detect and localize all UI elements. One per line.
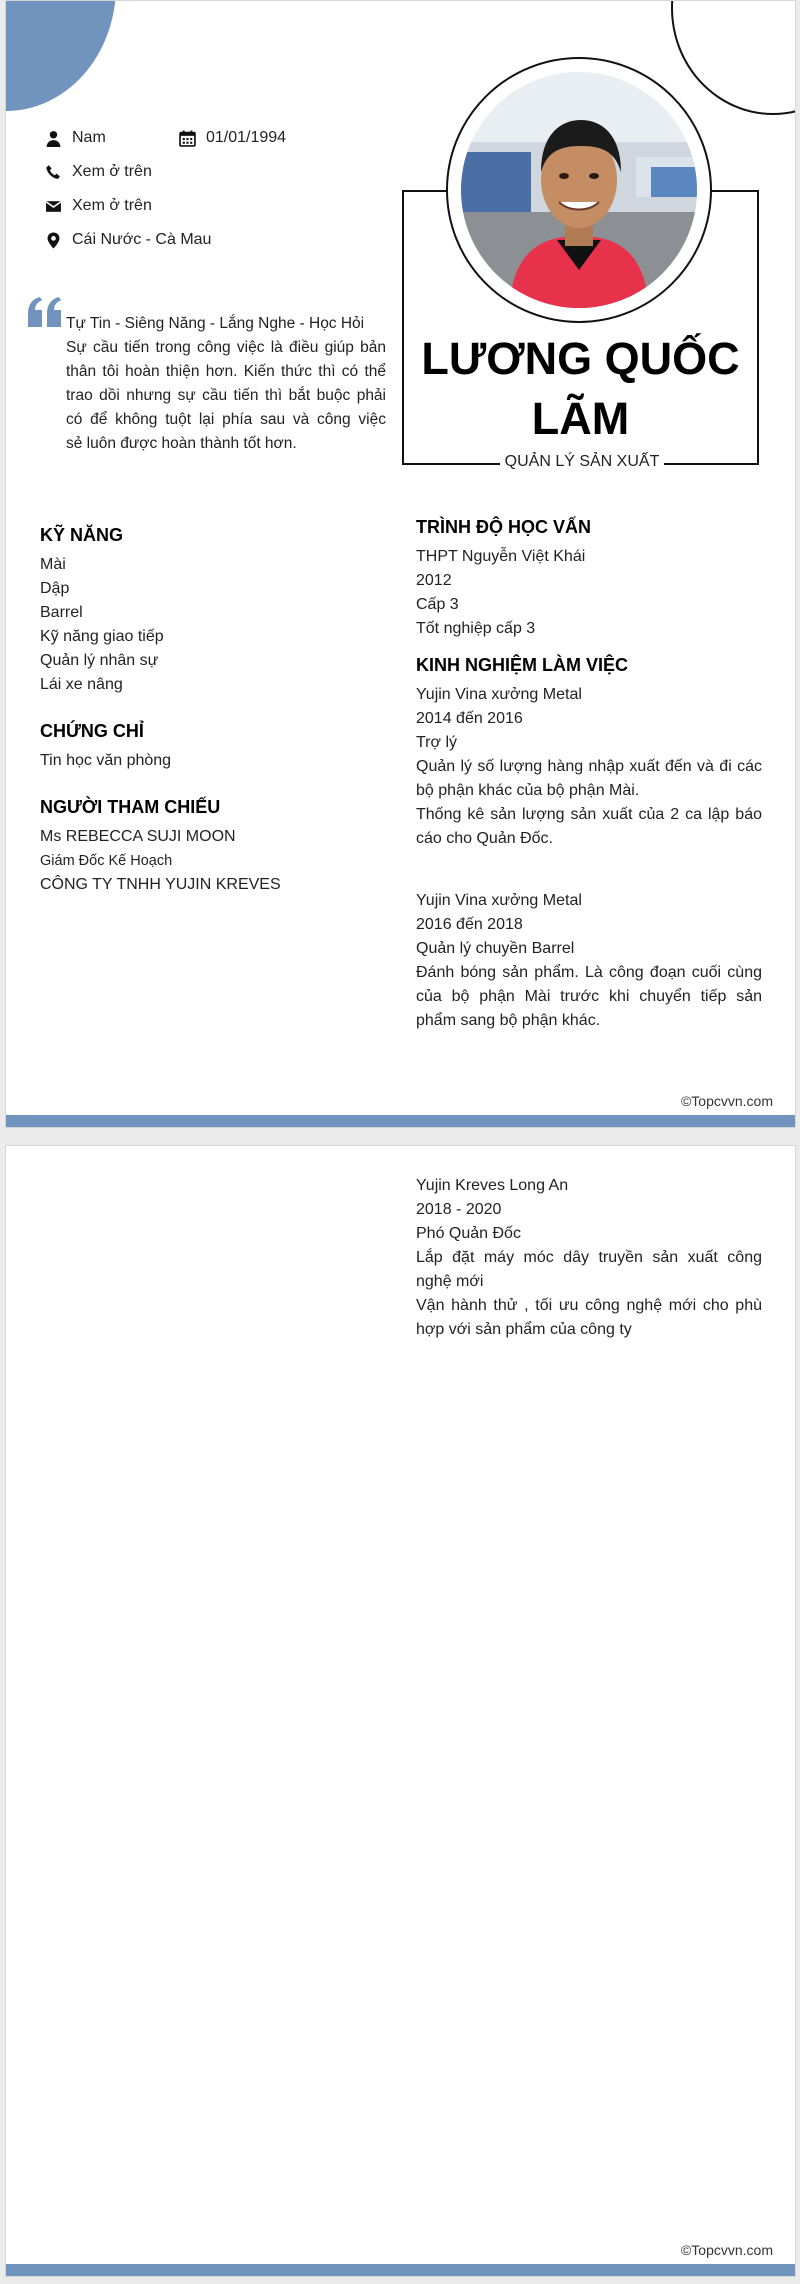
job-description-line: nghệ mới [416,1273,484,1290]
job-company: Yujin Vina xưởng Metal [416,892,582,909]
job-description-line: cáo cho Quản Đốc. [416,830,553,847]
reference-position: Giám Đốc Kế Hoạch [40,853,173,869]
phone-icon [44,163,62,181]
email-text: Xem ở trên [72,197,152,214]
job-role: Trợ lý [416,734,457,751]
objective-line: trao dồi nhưng sự cầu tiến thì bắt buộc phải [66,387,386,404]
avatar [461,72,697,308]
job-description-line: Vận hành thử , tối ưu công nghệ mới cho phù [416,1297,762,1314]
cv-page-2 [5,1145,796,2277]
email-icon [44,197,62,215]
objective-line: thân tôi hoàn thiện hơn. Kiến thức thì có thể [66,363,386,380]
objective-line: Tự Tin - Siêng Năng - Lắng Nghe - Học Hỏi [66,315,365,332]
copyright: ©Topcvvn.com [680,1093,773,1109]
objective-line: có để không tuột lại phía sau và công việc [66,411,386,428]
job-company: Yujin Vina xưởng Metal [416,686,582,703]
job-title: QUẢN LÝ SẢN XUẤT [500,453,664,471]
decorative-blob [5,0,116,111]
objective-line: Sự cầu tiến trong công việc là điều giúp bản [66,339,386,356]
education-year: 2012 [416,572,452,589]
address-row [44,231,211,249]
objective-line: sẻ luôn được hoàn thành tốt hơn. [66,435,297,452]
job-description-line: hợp với sản phẩm của công ty [416,1321,632,1338]
references-title: NGƯỜI THAM CHIẾU [40,797,221,817]
job-description-line: bộ phận khác của bộ phận Mài. [416,782,640,799]
skill-item: Barrel [40,604,83,621]
skills-title: KỸ NĂNG [40,525,124,545]
education-school: THPT Nguyễn Việt Khái [416,548,586,565]
job-role: Quản lý chuyền Barrel [416,940,575,957]
footer-bar [6,1115,795,1127]
calendar-icon [178,129,196,147]
job-description-line: phẩm sang bộ phận khác. [416,1012,601,1029]
job-period: 2018 - 2020 [416,1201,502,1218]
skill-item: Mài [40,556,66,573]
quote-icon [26,297,64,327]
phone-text: Xem ở trên [72,163,152,180]
job-description-line: Thống kê sản lượng sản xuất của 2 ca lập báo [416,806,762,823]
experience-title: KINH NGHIỆM LÀM VIỆC [416,655,629,675]
job-period: 2014 đến 2016 [416,710,523,727]
education-note: Tốt nghiệp cấp 3 [416,620,536,637]
person-icon [44,129,62,147]
birthday-text: 01/01/1994 [206,129,287,146]
job-description-line: Lắp đặt máy móc dây truyền sản xuất công [416,1249,762,1266]
skill-item: Kỹ năng giao tiếp [40,628,164,645]
gender-row [44,129,106,147]
education-title: TRÌNH ĐỘ HỌC VẤN [416,517,591,537]
copyright: ©Topcvvn.com [680,2242,773,2258]
address-text: Cái Nước - Cà Mau [72,231,212,248]
email-row [44,197,152,215]
reference-company: CÔNG TY TNHH YUJIN KREVES [40,876,281,893]
gender-text: Nam [72,129,106,146]
decorative-ring [671,0,796,115]
skill-item: Dập [40,580,70,597]
reference-name: Ms REBECCA SUJI MOON [40,828,236,845]
skill-item: Lái xe nâng [40,676,123,693]
certificate-item: Tin học văn phòng [40,752,172,769]
job-company: Yujin Kreves Long An [416,1177,569,1194]
phone-row [44,163,152,181]
certificates-title: CHỨNG CHỈ [40,721,144,741]
cv-page-1 [5,0,796,1128]
job-period: 2016 đến 2018 [416,916,523,933]
job-role: Phó Quản Đốc [416,1225,521,1242]
job-description-line: Quản lý số lượng hàng nhập xuất đến và đi các [416,758,762,775]
location-pin-icon [44,231,62,249]
education-level: Cấp 3 [416,596,459,613]
birthday-row [178,129,286,147]
skill-item: Quản lý nhân sự [40,652,159,669]
job-description-line: của bộ phận Mài trước khi chuyển tiếp sản [416,988,762,1005]
footer-bar [6,2264,795,2276]
full-name: LƯƠNG QUỐC LÃM [421,333,740,444]
job-description-line: Đánh bóng sản phẩm. Là công đoạn cuối cùng [416,964,762,981]
objective-text [66,312,386,456]
